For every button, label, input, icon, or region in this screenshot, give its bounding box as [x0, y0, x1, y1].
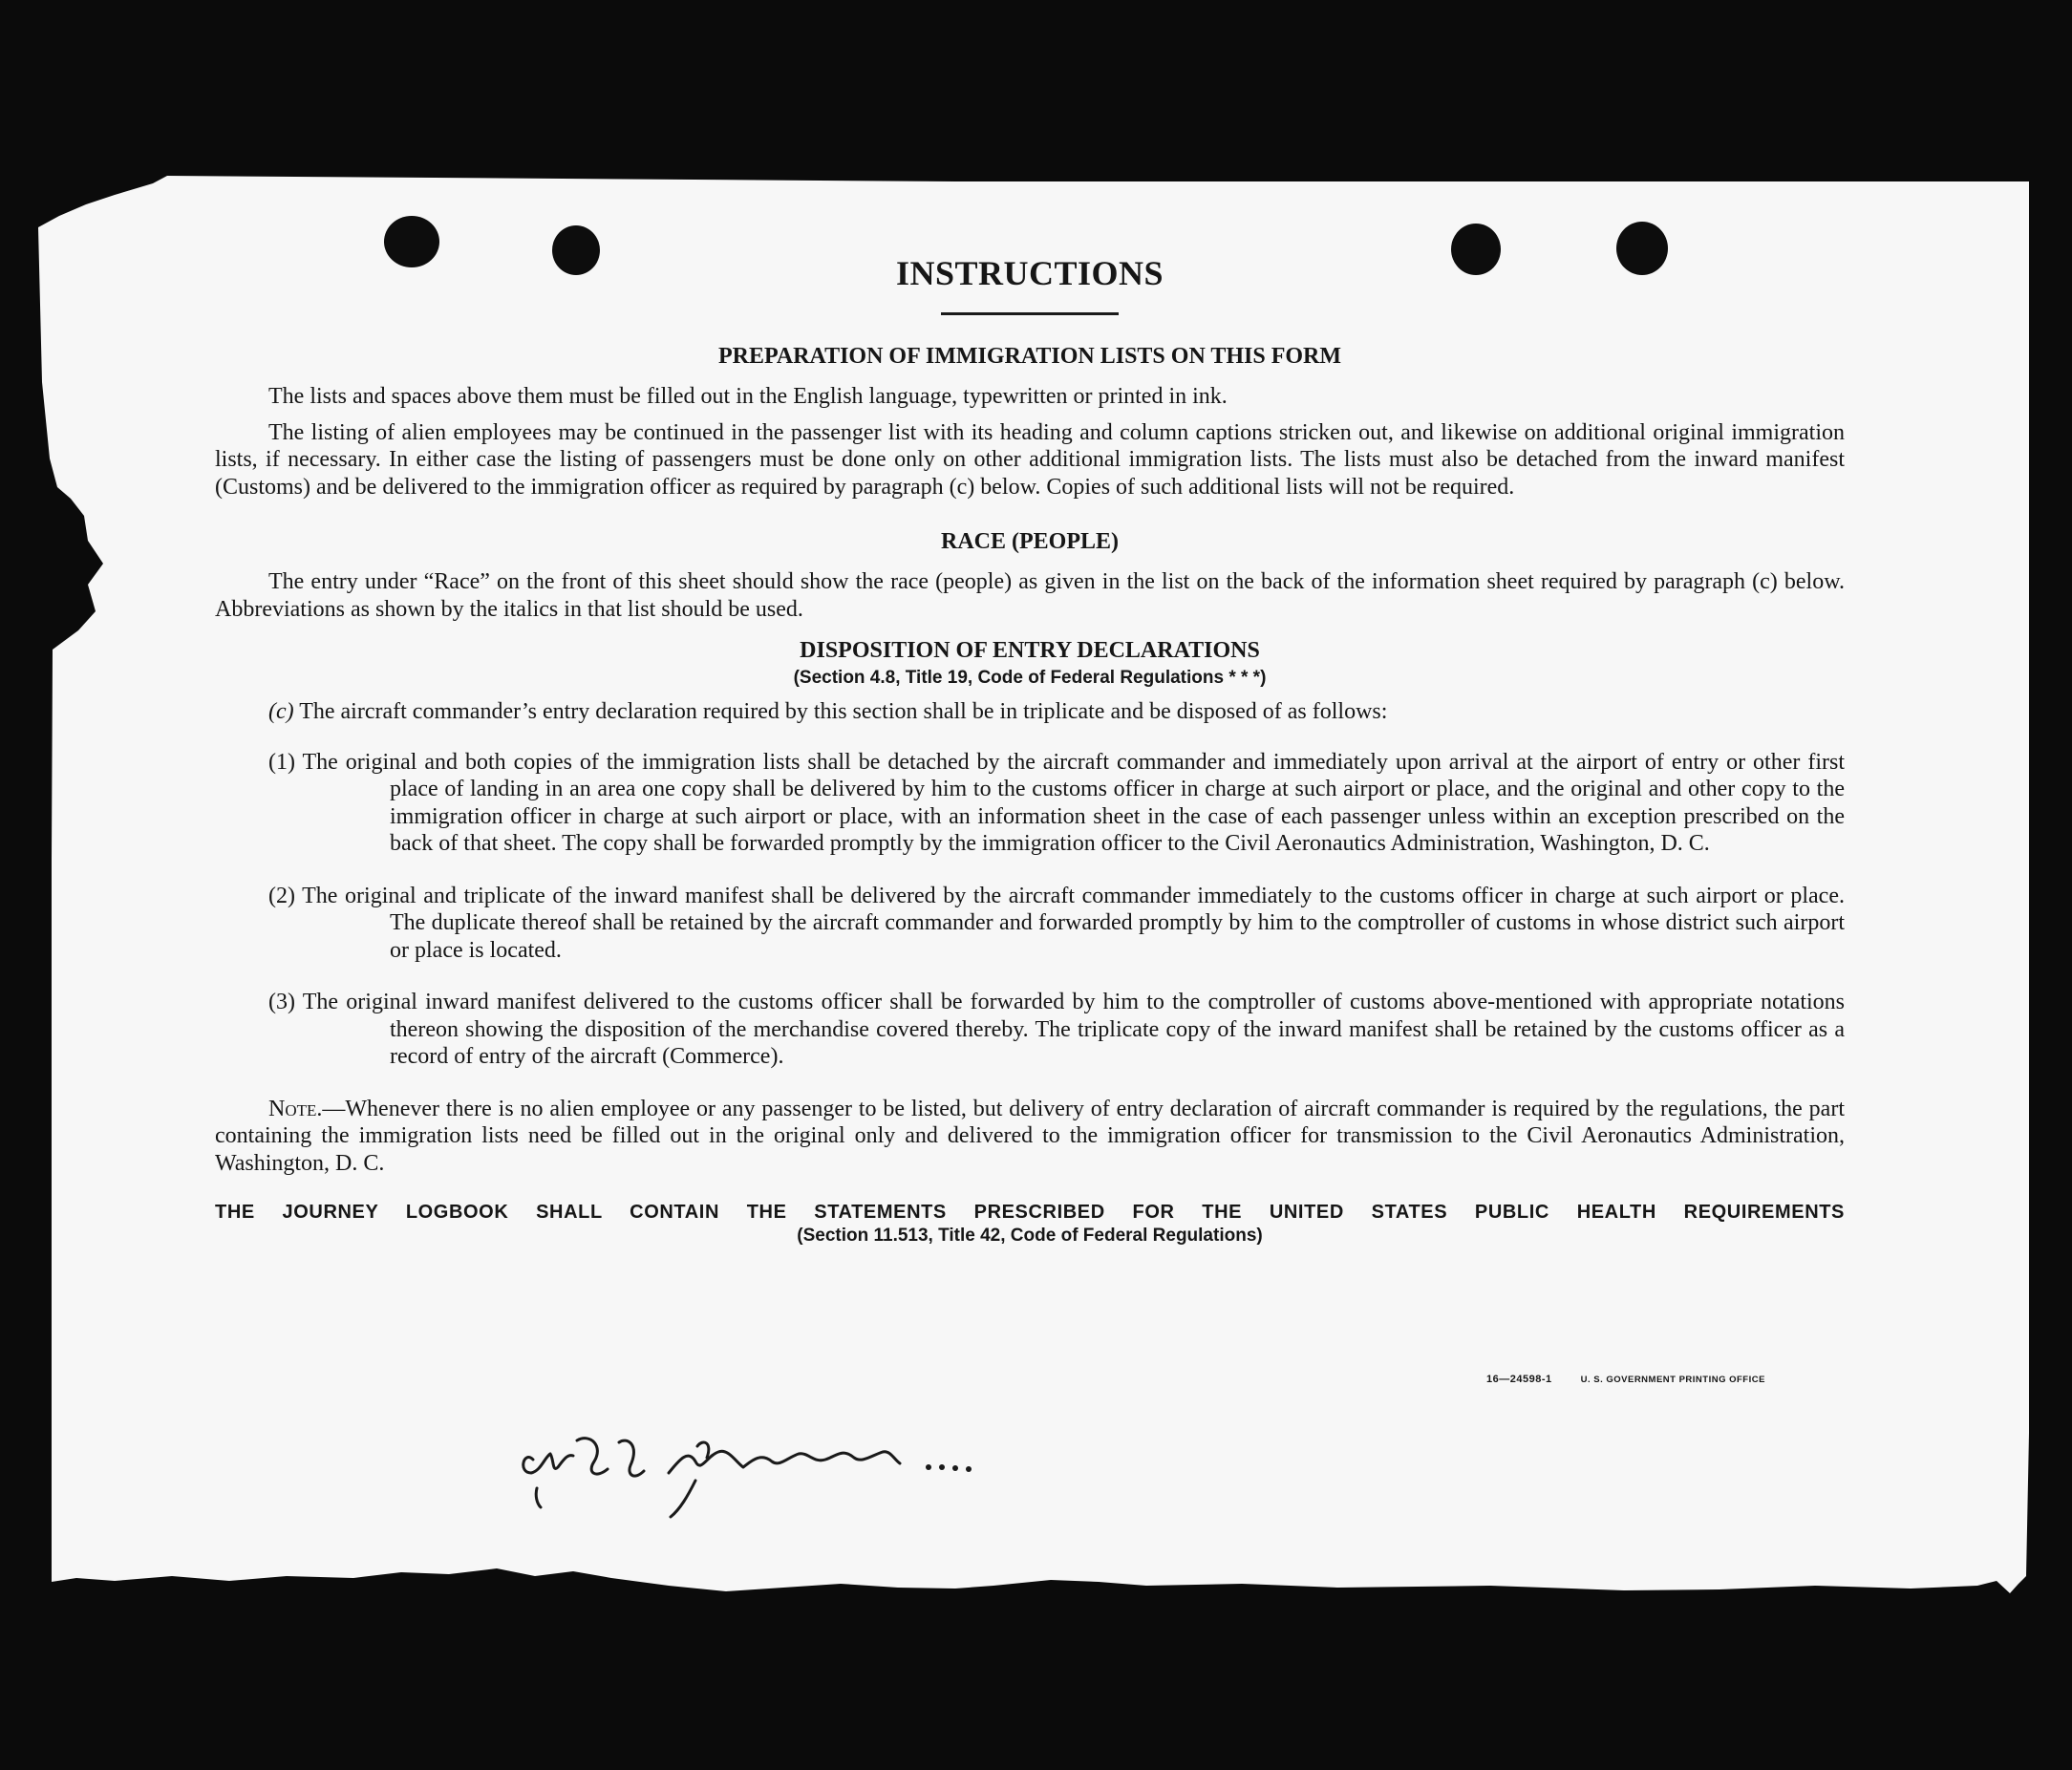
item-number: (3): [268, 990, 295, 1014]
item-text: The original and triplicate of the inward manifest shall be delivered by the aircraft commander immediately to the customs officer in charge at such airport or place. The duplicate thereof shall be retained by the aircraft commander and forwarded promptly by him to the comptroller of customs in whose district such airport or place is located.: [302, 883, 1845, 963]
list-item: [215, 989, 1845, 1071]
paragraph-alien-employees: The listing of alien employees may be continued in the passenger list with its heading and column captions stricken out, and likewise on additional original immigration lists, if necessary. In either case the listing of passengers must be done only on other additional immigration lists. The lists must also be detached from the inward manifest (Customs) and be delivered to the immigration officer as required by paragraph (c) below. Copies of such additional lists will not be required.: [215, 419, 1845, 500]
instructions-document: [215, 244, 1845, 1247]
paragraph-c: [215, 698, 1845, 726]
handwritten-signature: [516, 1404, 1185, 1519]
citation-disposition: (Section 4.8, Title 19, Code of Federal Regulations * * *): [793, 668, 1267, 688]
list-item: [215, 749, 1845, 858]
heading-disposition: DISPOSITION OF ENTRY DECLARATIONS: [800, 638, 1260, 663]
item-number: (2): [268, 883, 295, 908]
paragraph-c-text: The aircraft commander’s entry declaration required by this section shall be in triplicate and be disposed of as follows:: [299, 699, 1388, 724]
item-text: The original inward manifest delivered to the customs officer shall be forwarded by him to the comptroller of customs above-mentioned with appropriate notations thereon showing the disposition of the merchandise covered thereby. The triplicate copy of the inward manifest shall be retained by the customs officer as a record of entry of the aircraft (Commerce).: [302, 990, 1845, 1069]
paragraph-race: The entry under “Race” on the front of this sheet should show the race (people) as given in the list on the back of the information sheet required by paragraph (c) below. Abbreviations as shown by the italics in that list should be used.: [215, 569, 1845, 622]
printer-name: U. S. GOVERNMENT PRINTING OFFICE: [1580, 1375, 1765, 1385]
form-code: 16—24598-1: [1486, 1374, 1552, 1385]
note-label: Note.: [268, 1096, 323, 1121]
note-text: —Whenever there is no alien employee or any passenger to be listed, but delivery of entry declaration of aircraft commander is required by the regulations, the part containing the immigration lists need be filled out in the original only and delivered to the immigration officer for transmission to the Civil Aeronautics Administration, Washington, D. C.: [215, 1096, 1845, 1176]
footer-citation: (Section 11.513, Title 42, Code of Federal Regulations): [797, 1226, 1263, 1246]
heading-race: RACE (PEOPLE): [941, 529, 1119, 554]
paragraph-note: [215, 1096, 1845, 1178]
list-item: [215, 883, 1845, 965]
title-rule: [941, 312, 1119, 315]
paragraph-english: The lists and spaces above them must be filled out in the English language, typewritten or printed in ink.: [268, 384, 1228, 409]
heading-preparation: PREPARATION OF IMMIGRATION LISTS ON THIS FORM: [717, 344, 1342, 369]
page-title: INSTRUCTIONS: [895, 254, 1164, 292]
footer-statement: THE JOURNEY LOGBOOK SHALL CONTAIN THE STATEMENTS PRESCRIBED FOR THE UNITED STATES PUBLIC HEALTH REQUIREMENTS: [215, 1202, 1845, 1223]
item-text: The original and both copies of the immigration lists shall be detached by the aircraft commander and immediately upon arrival at the airport of entry or other first place of landing in an area one copy shall be delivered by him to the customs officer in charge at such airport or place, and the original and other copy to the immigration officer in charge at such airport or place, with an information sheet in the case of each passenger unless within an exception prescribed on the back of that sheet. The copy shall be forwarded promptly by the immigration officer to the Civil Aeronautics Administration, Washington, D. C.: [302, 749, 1845, 856]
item-number: (1): [268, 749, 295, 775]
paragraph-c-label: (c): [268, 699, 294, 724]
printing-code: [1486, 1374, 1765, 1385]
